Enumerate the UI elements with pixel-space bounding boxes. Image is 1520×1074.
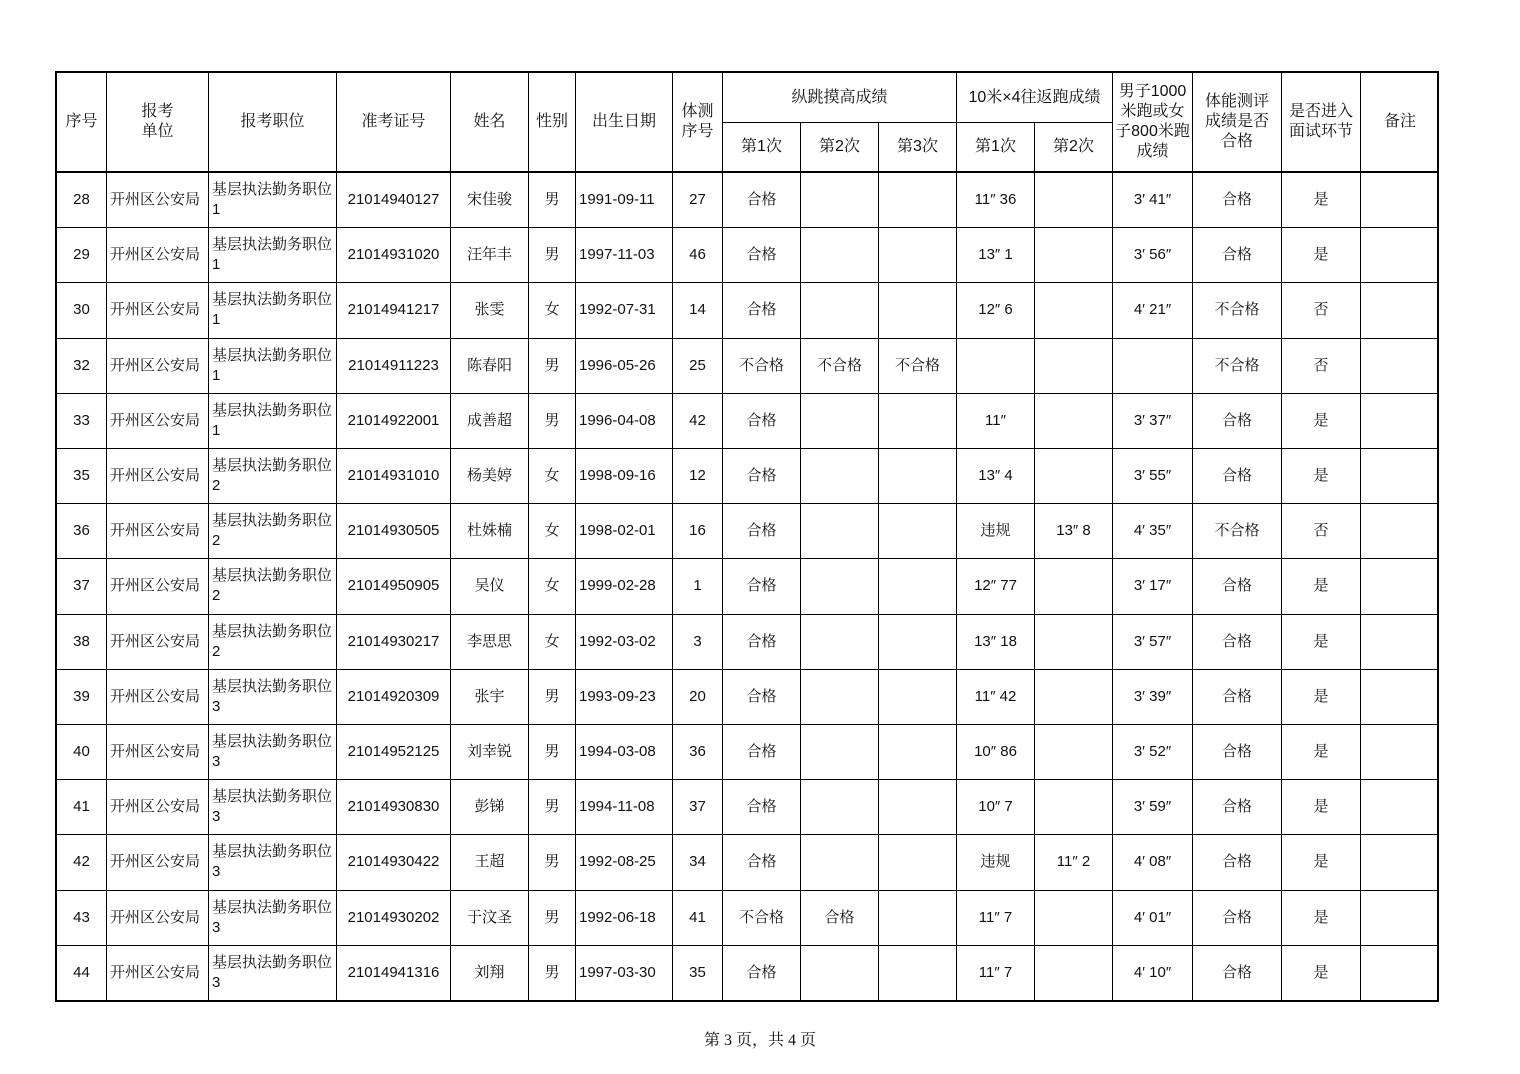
birth-date-cell: 1992-08-25: [576, 835, 673, 890]
jump-2-cell: [801, 946, 879, 1001]
interview-cell: 是: [1282, 228, 1361, 283]
run-cell: 3′ 52″: [1113, 725, 1193, 780]
birth-date-cell: 1994-03-08: [576, 725, 673, 780]
run-cell: 3′ 37″: [1113, 394, 1193, 449]
unit-cell: 开州区公安局: [107, 228, 209, 283]
gender-cell: 男: [529, 946, 576, 1001]
unit-cell: 开州区公安局: [107, 559, 209, 614]
name-cell: 李思思: [451, 615, 529, 670]
test-seq-cell: 42: [673, 394, 723, 449]
seq-cell: 38: [57, 615, 107, 670]
run-cell: 3′ 56″: [1113, 228, 1193, 283]
jump-1-cell: 合格: [723, 394, 801, 449]
exam-no-cell: 21014920309: [337, 670, 451, 725]
exam-no-cell: 21014940127: [337, 173, 451, 228]
exam-no-cell: 21014930830: [337, 780, 451, 835]
jump-2-cell: [801, 615, 879, 670]
pass-cell: 合格: [1193, 449, 1282, 504]
exam-no-cell: 21014952125: [337, 725, 451, 780]
position-cell: 基层执法勤务职位3: [209, 780, 337, 835]
unit-cell: 开州区公安局: [107, 173, 209, 228]
exam-no-cell: 21014922001: [337, 394, 451, 449]
birth-date-cell: 1992-06-18: [576, 891, 673, 946]
shuttle-1-cell: 13″ 18: [957, 615, 1035, 670]
test-seq-cell: 14: [673, 283, 723, 338]
jump-2-cell: [801, 725, 879, 780]
position-cell: 基层执法勤务职位1: [209, 394, 337, 449]
gender-cell: 女: [529, 504, 576, 559]
pass-cell: 合格: [1193, 835, 1282, 890]
name-cell: 宋佳骏: [451, 173, 529, 228]
jump-3-cell: [879, 449, 957, 504]
pass-cell: 合格: [1193, 670, 1282, 725]
name-cell: 杨美婷: [451, 449, 529, 504]
name-cell: 成善超: [451, 394, 529, 449]
header-gender: 性别: [529, 73, 576, 173]
pass-cell: 不合格: [1193, 504, 1282, 559]
jump-1-cell: 合格: [723, 670, 801, 725]
pass-cell: 合格: [1193, 228, 1282, 283]
jump-1-cell: 不合格: [723, 339, 801, 394]
seq-cell: 44: [57, 946, 107, 1001]
exam-no-cell: 21014930202: [337, 891, 451, 946]
name-cell: 杜姝楠: [451, 504, 529, 559]
exam-no-cell: 21014931020: [337, 228, 451, 283]
jump-1-cell: 合格: [723, 173, 801, 228]
test-seq-cell: 35: [673, 946, 723, 1001]
test-seq-cell: 20: [673, 670, 723, 725]
shuttle-1-cell: 违规: [957, 504, 1035, 559]
note-cell: [1361, 504, 1439, 559]
test-seq-cell: 41: [673, 891, 723, 946]
jump-3-cell: [879, 725, 957, 780]
jump-2-cell: [801, 228, 879, 283]
jump-1-cell: 合格: [723, 504, 801, 559]
seq-cell: 37: [57, 559, 107, 614]
position-cell: 基层执法勤务职位1: [209, 339, 337, 394]
test-seq-cell: 27: [673, 173, 723, 228]
birth-date-cell: 1991-09-11: [576, 173, 673, 228]
birth-date-cell: 1999-02-28: [576, 559, 673, 614]
seq-cell: 36: [57, 504, 107, 559]
shuttle-2-cell: [1035, 173, 1113, 228]
shuttle-1-cell: 违规: [957, 835, 1035, 890]
unit-cell: 开州区公安局: [107, 891, 209, 946]
unit-cell: 开州区公安局: [107, 835, 209, 890]
pass-cell: 合格: [1193, 946, 1282, 1001]
note-cell: [1361, 339, 1439, 394]
position-cell: 基层执法勤务职位2: [209, 504, 337, 559]
jump-3-cell: [879, 394, 957, 449]
unit-cell: 开州区公安局: [107, 394, 209, 449]
position-cell: 基层执法勤务职位2: [209, 449, 337, 504]
interview-cell: 否: [1282, 339, 1361, 394]
position-cell: 基层执法勤务职位3: [209, 891, 337, 946]
seq-cell: 29: [57, 228, 107, 283]
birth-date-cell: 1996-05-26: [576, 339, 673, 394]
gender-cell: 男: [529, 670, 576, 725]
unit-cell: 开州区公安局: [107, 283, 209, 338]
results-table: [55, 71, 1439, 1002]
note-cell: [1361, 615, 1439, 670]
seq-cell: 32: [57, 339, 107, 394]
interview-cell: 是: [1282, 725, 1361, 780]
interview-cell: 是: [1282, 891, 1361, 946]
name-cell: 汪年丰: [451, 228, 529, 283]
shuttle-2-cell: [1035, 780, 1113, 835]
run-cell: 4′ 21″: [1113, 283, 1193, 338]
gender-cell: 男: [529, 891, 576, 946]
note-cell: [1361, 725, 1439, 780]
shuttle-1-cell: [957, 339, 1035, 394]
header-unit: 报考 单位: [107, 73, 209, 173]
gender-cell: 男: [529, 394, 576, 449]
exam-no-cell: 21014930422: [337, 835, 451, 890]
shuttle-1-cell: 11″ 42: [957, 670, 1035, 725]
jump-2-cell: 不合格: [801, 339, 879, 394]
jump-2-cell: [801, 173, 879, 228]
pass-cell: 不合格: [1193, 283, 1282, 338]
shuttle-1-cell: 11″ 7: [957, 891, 1035, 946]
seq-cell: 30: [57, 283, 107, 338]
jump-3-cell: [879, 780, 957, 835]
name-cell: 彭锑: [451, 780, 529, 835]
test-seq-cell: 36: [673, 725, 723, 780]
note-cell: [1361, 173, 1439, 228]
jump-2-cell: 合格: [801, 891, 879, 946]
interview-cell: 是: [1282, 559, 1361, 614]
header-jump-1: 第1次: [723, 123, 801, 173]
test-seq-cell: 3: [673, 615, 723, 670]
name-cell: 王超: [451, 835, 529, 890]
test-seq-cell: 25: [673, 339, 723, 394]
header-shuttle-group: 10米×4往返跑成绩: [957, 73, 1113, 123]
exam-no-cell: 21014930217: [337, 615, 451, 670]
pass-cell: 合格: [1193, 725, 1282, 780]
header-name: 姓名: [451, 73, 529, 173]
jump-3-cell: [879, 283, 957, 338]
birth-date-cell: 1998-09-16: [576, 449, 673, 504]
shuttle-2-cell: [1035, 339, 1113, 394]
jump-2-cell: [801, 449, 879, 504]
header-jump-2: 第2次: [801, 123, 879, 173]
interview-cell: 是: [1282, 394, 1361, 449]
header-shuttle-2: 第2次: [1035, 123, 1113, 173]
run-cell: 4′ 01″: [1113, 891, 1193, 946]
seq-cell: 40: [57, 725, 107, 780]
jump-1-cell: 不合格: [723, 891, 801, 946]
shuttle-1-cell: 10″ 86: [957, 725, 1035, 780]
header-run: 男子1000 米跑或女 子800米跑 成绩: [1113, 73, 1193, 173]
shuttle-2-cell: [1035, 891, 1113, 946]
gender-cell: 男: [529, 835, 576, 890]
jump-2-cell: [801, 670, 879, 725]
note-cell: [1361, 946, 1439, 1001]
jump-3-cell: [879, 891, 957, 946]
note-cell: [1361, 228, 1439, 283]
unit-cell: 开州区公安局: [107, 780, 209, 835]
gender-cell: 男: [529, 173, 576, 228]
run-cell: 4′ 35″: [1113, 504, 1193, 559]
birth-date-cell: 1992-03-02: [576, 615, 673, 670]
seq-cell: 39: [57, 670, 107, 725]
jump-1-cell: 合格: [723, 780, 801, 835]
shuttle-2-cell: [1035, 449, 1113, 504]
note-cell: [1361, 835, 1439, 890]
interview-cell: 是: [1282, 780, 1361, 835]
gender-cell: 女: [529, 559, 576, 614]
unit-cell: 开州区公安局: [107, 449, 209, 504]
unit-cell: 开州区公安局: [107, 615, 209, 670]
run-cell: 3′ 17″: [1113, 559, 1193, 614]
test-seq-cell: 34: [673, 835, 723, 890]
gender-cell: 女: [529, 283, 576, 338]
name-cell: 刘幸锐: [451, 725, 529, 780]
shuttle-2-cell: [1035, 670, 1113, 725]
gender-cell: 男: [529, 339, 576, 394]
interview-cell: 是: [1282, 670, 1361, 725]
gender-cell: 男: [529, 780, 576, 835]
interview-cell: 是: [1282, 449, 1361, 504]
jump-3-cell: [879, 228, 957, 283]
position-cell: 基层执法勤务职位3: [209, 670, 337, 725]
jump-2-cell: [801, 504, 879, 559]
interview-cell: 是: [1282, 173, 1361, 228]
header-note: 备注: [1361, 73, 1439, 173]
pass-cell: 合格: [1193, 891, 1282, 946]
pass-cell: 合格: [1193, 780, 1282, 835]
header-interview: 是否进入 面试环节: [1282, 73, 1361, 173]
jump-1-cell: 合格: [723, 559, 801, 614]
pass-cell: 合格: [1193, 559, 1282, 614]
note-cell: [1361, 780, 1439, 835]
jump-1-cell: 合格: [723, 725, 801, 780]
run-cell: [1113, 339, 1193, 394]
gender-cell: 男: [529, 725, 576, 780]
seq-cell: 42: [57, 835, 107, 890]
jump-1-cell: 合格: [723, 449, 801, 504]
shuttle-1-cell: 11″: [957, 394, 1035, 449]
position-cell: 基层执法勤务职位1: [209, 283, 337, 338]
jump-2-cell: [801, 283, 879, 338]
unit-cell: 开州区公安局: [107, 504, 209, 559]
jump-3-cell: [879, 559, 957, 614]
unit-cell: 开州区公安局: [107, 725, 209, 780]
shuttle-2-cell: [1035, 394, 1113, 449]
test-seq-cell: 37: [673, 780, 723, 835]
shuttle-1-cell: 11″ 36: [957, 173, 1035, 228]
pass-cell: 合格: [1193, 394, 1282, 449]
exam-no-cell: 21014930505: [337, 504, 451, 559]
jump-1-cell: 合格: [723, 283, 801, 338]
name-cell: 张宇: [451, 670, 529, 725]
jump-1-cell: 合格: [723, 835, 801, 890]
header-birth-date: 出生日期: [576, 73, 673, 173]
header-exam-no: 准考证号: [337, 73, 451, 173]
interview-cell: 是: [1282, 946, 1361, 1001]
interview-cell: 否: [1282, 504, 1361, 559]
position-cell: 基层执法勤务职位2: [209, 615, 337, 670]
shuttle-1-cell: 12″ 77: [957, 559, 1035, 614]
jump-1-cell: 合格: [723, 946, 801, 1001]
exam-no-cell: 21014931010: [337, 449, 451, 504]
test-seq-cell: 46: [673, 228, 723, 283]
jump-3-cell: 不合格: [879, 339, 957, 394]
interview-cell: 否: [1282, 283, 1361, 338]
jump-2-cell: [801, 780, 879, 835]
header-test-seq: 体测 序号: [673, 73, 723, 173]
jump-2-cell: [801, 559, 879, 614]
jump-1-cell: 合格: [723, 228, 801, 283]
jump-2-cell: [801, 394, 879, 449]
note-cell: [1361, 283, 1439, 338]
shuttle-2-cell: [1035, 559, 1113, 614]
header-shuttle-1: 第1次: [957, 123, 1035, 173]
birth-date-cell: 1994-11-08: [576, 780, 673, 835]
birth-date-cell: 1992-07-31: [576, 283, 673, 338]
jump-3-cell: [879, 946, 957, 1001]
pass-cell: 合格: [1193, 615, 1282, 670]
seq-cell: 43: [57, 891, 107, 946]
position-cell: 基层执法勤务职位3: [209, 725, 337, 780]
pass-cell: 合格: [1193, 173, 1282, 228]
shuttle-1-cell: 13″ 4: [957, 449, 1035, 504]
run-cell: 3′ 55″: [1113, 449, 1193, 504]
exam-no-cell: 21014941217: [337, 283, 451, 338]
run-cell: 4′ 08″: [1113, 835, 1193, 890]
page-footer: 第 3 页，共 4 页: [703, 1032, 816, 1049]
test-seq-cell: 16: [673, 504, 723, 559]
run-cell: 3′ 57″: [1113, 615, 1193, 670]
shuttle-2-cell: 11″ 2: [1035, 835, 1113, 890]
seq-cell: 33: [57, 394, 107, 449]
jump-3-cell: [879, 615, 957, 670]
birth-date-cell: 1997-03-30: [576, 946, 673, 1001]
name-cell: 于汶圣: [451, 891, 529, 946]
run-cell: 3′ 41″: [1113, 173, 1193, 228]
note-cell: [1361, 449, 1439, 504]
exam-no-cell: 21014950905: [337, 559, 451, 614]
name-cell: 刘翔: [451, 946, 529, 1001]
header-jump-3: 第3次: [879, 123, 957, 173]
shuttle-1-cell: 11″ 7: [957, 946, 1035, 1001]
unit-cell: 开州区公安局: [107, 339, 209, 394]
shuttle-2-cell: [1035, 283, 1113, 338]
birth-date-cell: 1998-02-01: [576, 504, 673, 559]
gender-cell: 女: [529, 449, 576, 504]
position-cell: 基层执法勤务职位2: [209, 559, 337, 614]
jump-3-cell: [879, 173, 957, 228]
gender-cell: 女: [529, 615, 576, 670]
position-cell: 基层执法勤务职位3: [209, 835, 337, 890]
position-cell: 基层执法勤务职位3: [209, 946, 337, 1001]
note-cell: [1361, 670, 1439, 725]
shuttle-2-cell: 13″ 8: [1035, 504, 1113, 559]
name-cell: 陈春阳: [451, 339, 529, 394]
gender-cell: 男: [529, 228, 576, 283]
run-cell: 3′ 59″: [1113, 780, 1193, 835]
seq-cell: 35: [57, 449, 107, 504]
jump-1-cell: 合格: [723, 615, 801, 670]
header-jump-group: 纵跳摸高成绩: [723, 73, 957, 123]
shuttle-1-cell: 13″ 1: [957, 228, 1035, 283]
shuttle-2-cell: [1035, 615, 1113, 670]
shuttle-1-cell: 10″ 7: [957, 780, 1035, 835]
name-cell: 吴仪: [451, 559, 529, 614]
header-pass: 体能测评 成绩是否 合格: [1193, 73, 1282, 173]
exam-no-cell: 21014941316: [337, 946, 451, 1001]
note-cell: [1361, 559, 1439, 614]
unit-cell: 开州区公安局: [107, 946, 209, 1001]
test-seq-cell: 1: [673, 559, 723, 614]
birth-date-cell: 1996-04-08: [576, 394, 673, 449]
shuttle-2-cell: [1035, 228, 1113, 283]
shuttle-2-cell: [1035, 946, 1113, 1001]
shuttle-2-cell: [1035, 725, 1113, 780]
run-cell: 3′ 39″: [1113, 670, 1193, 725]
interview-cell: 是: [1282, 615, 1361, 670]
unit-cell: 开州区公安局: [107, 670, 209, 725]
header-seq: 序号: [57, 73, 107, 173]
interview-cell: 是: [1282, 835, 1361, 890]
shuttle-1-cell: 12″ 6: [957, 283, 1035, 338]
position-cell: 基层执法勤务职位1: [209, 173, 337, 228]
test-seq-cell: 12: [673, 449, 723, 504]
run-cell: 4′ 10″: [1113, 946, 1193, 1001]
birth-date-cell: 1997-11-03: [576, 228, 673, 283]
note-cell: [1361, 891, 1439, 946]
seq-cell: 28: [57, 173, 107, 228]
birth-date-cell: 1993-09-23: [576, 670, 673, 725]
jump-3-cell: [879, 504, 957, 559]
pass-cell: 不合格: [1193, 339, 1282, 394]
seq-cell: 41: [57, 780, 107, 835]
note-cell: [1361, 394, 1439, 449]
jump-3-cell: [879, 670, 957, 725]
jump-2-cell: [801, 835, 879, 890]
exam-no-cell: 21014911223: [337, 339, 451, 394]
position-cell: 基层执法勤务职位1: [209, 228, 337, 283]
header-position: 报考职位: [209, 73, 337, 173]
jump-3-cell: [879, 835, 957, 890]
name-cell: 张雯: [451, 283, 529, 338]
